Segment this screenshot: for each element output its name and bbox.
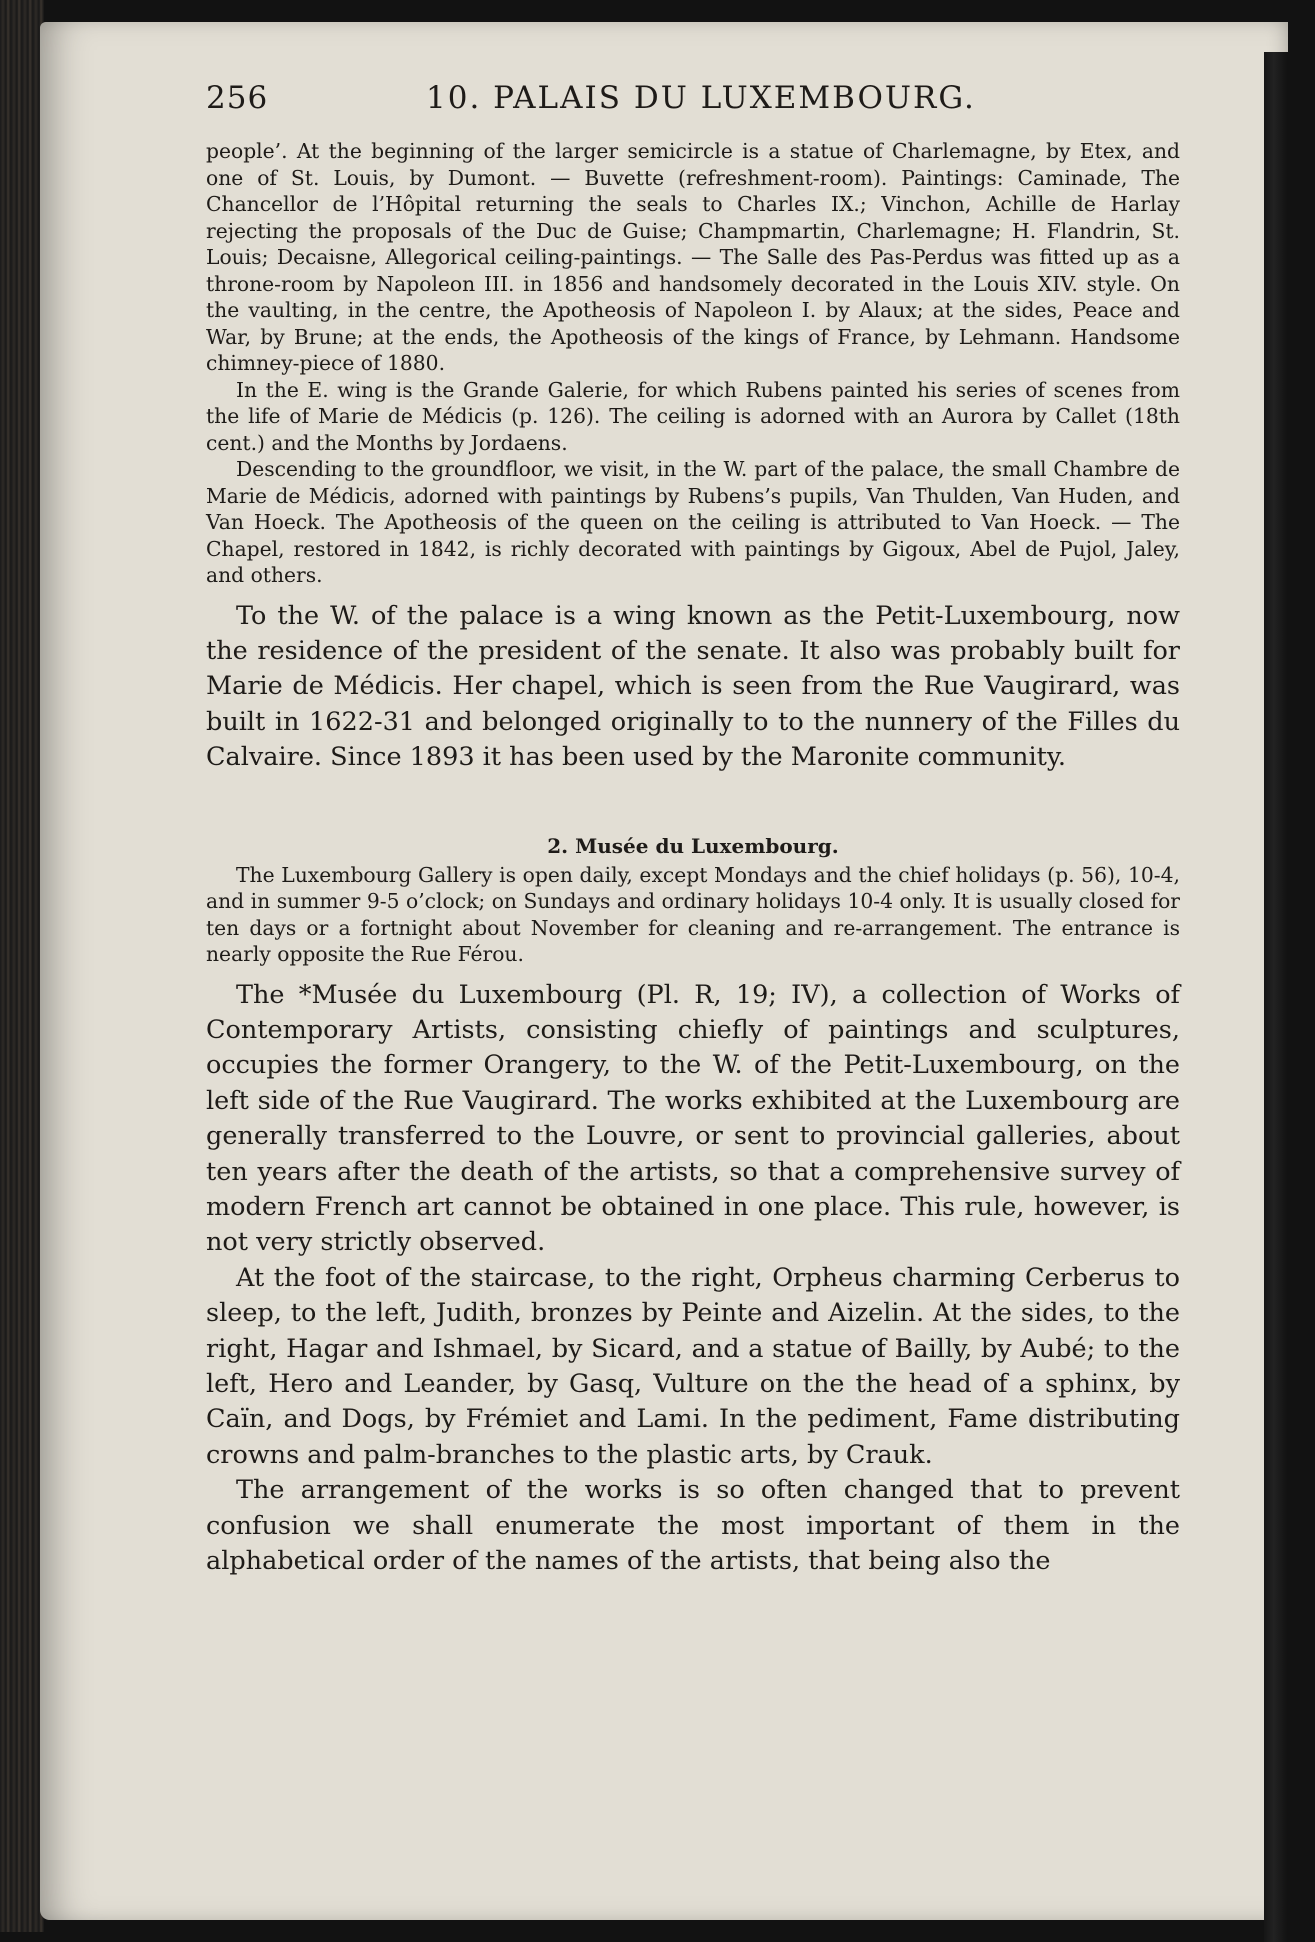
paragraph-salle-des-pas-perdus: people’. At the beginning of the larger semicircle is a statue of Charlemagne, by Etex, and one of St. Louis, by Dumont. — Buvette (refreshment-room). Paintings: Caminade, The Chancellor de l’Hôpital returning the seals to Charles IX.; Vinchon, Achille de Harlay rejecting the proposals of the Duc de Guise; Champmartin, Charlemagne; H. Flandrin, St. Louis; Decaisne, Allegorical ceiling-paintings. — The Salle des Pas-Perdus was fitted up as a throne-room by Napoleon III. in 1856 and handsomely decorated in the Louis XIV. style. On the vaulting, in the centre, the Apotheosis of Napoleon I. by Alaux; at the sides, Peace and War, by Brune; at the ends, the Apotheosis of the kings of France, by Lehmann. Handsome chimney-piece of 1880. xyxy=(206,139,1180,375)
paragraph-arrangement: The arrangement of the works is so often changed that to prevent confusion we shall enumerate the most important of them in the alphabetical order of the names of the artists, that being also the xyxy=(206,1475,1180,1577)
section-heading: 2. Musée du Luxembourg. xyxy=(547,833,839,858)
paragraph-chambre-de-marie: Descending to the groundfloor, we visit, in the W. part of the palace, the small Chambre de Marie de Médicis, adorned with paintings by Rubens’s pupils, Van Thulden, Van Huden, and Van Hoeck. The Apotheosis of the queen on the ceiling is attributed to Van Hoeck. — The Chapel, restored in 1842, is richly decorated with paintings by Gigoux, Abel de Pujol, Jaley, and others. xyxy=(206,457,1180,587)
paragraph-staircase-sculptures: At the foot of the staircase, to the right, Orpheus charming Cerberus to sleep, to the left, Judith, bronzes by Peinte and Aizelin. At the sides, to the right, Hagar and Ishmael, by Sicard, and a statue of Bailly, by Aubé; to the left, Hero and Leander, by Gasq, Vulture on the the head of a sphinx, by Caïn, and Dogs, by Frémiet and Lami. In the pediment, Fame distributing crowns and palm-branches to the plastic arts, by Crauk. xyxy=(206,1262,1180,1470)
page-content xyxy=(206,80,1180,1579)
book-spine xyxy=(0,0,44,1932)
paragraph-grande-galerie: In the E. wing is the Grande Galerie, for which Rubens painted his series of scenes from the life of Marie de Médicis (p. 126). The ceiling is adorned with an Aurora by Callet (18th cent.) and the Months by Jordaens. xyxy=(206,377,1180,455)
paragraph-opening-hours: The Luxembourg Gallery is open daily, except Mondays and the chief holidays (p. 56), 10-4, and in summer 9-5 o’clock; on Sundays and ordinary holidays 10-4 only. It is usually closed for ten days or a fortnight about November for cleaning and re-arrangement. The entrance is nearly opposite the Rue Férou. xyxy=(206,862,1180,967)
paragraph-petit-luxembourg: To the W. of the palace is a wing known as the Petit-Luxembourg, now the residence of the president of the senate. It also was probably built for Marie de Médicis. Her chapel, which is seen from the Rue Vaugirard, was built in 1622-31 and belonged originally to to the nunnery of the Filles du Calvaire. Since 1893 it has been used by the Maronite community. xyxy=(206,600,1180,773)
page-header xyxy=(206,80,1180,128)
running-head: 10. PALAIS DU LUXEMBOURG. xyxy=(426,80,976,116)
page-number: 256 xyxy=(206,80,269,116)
paragraph-musee-description: The *Musée du Luxembourg (Pl. R, 19; IV), a collection of Works of Contemporary Artists, consisting chiefly of paintings and sculptures, occupies the former Orangery, to the W. of the Petit-Luxembourg, on the left side of the Rue Vaugirard. The works exhibited at the Luxembourg are generally transferred to the Louvre, or sent to provincial galleries, about ten years after the death of the artists, so that a comprehensive survey of modern French art cannot be obtained in one place. This rule, however, is not very strictly observed. xyxy=(206,979,1180,1258)
page-gutter-edge xyxy=(1264,52,1288,1942)
